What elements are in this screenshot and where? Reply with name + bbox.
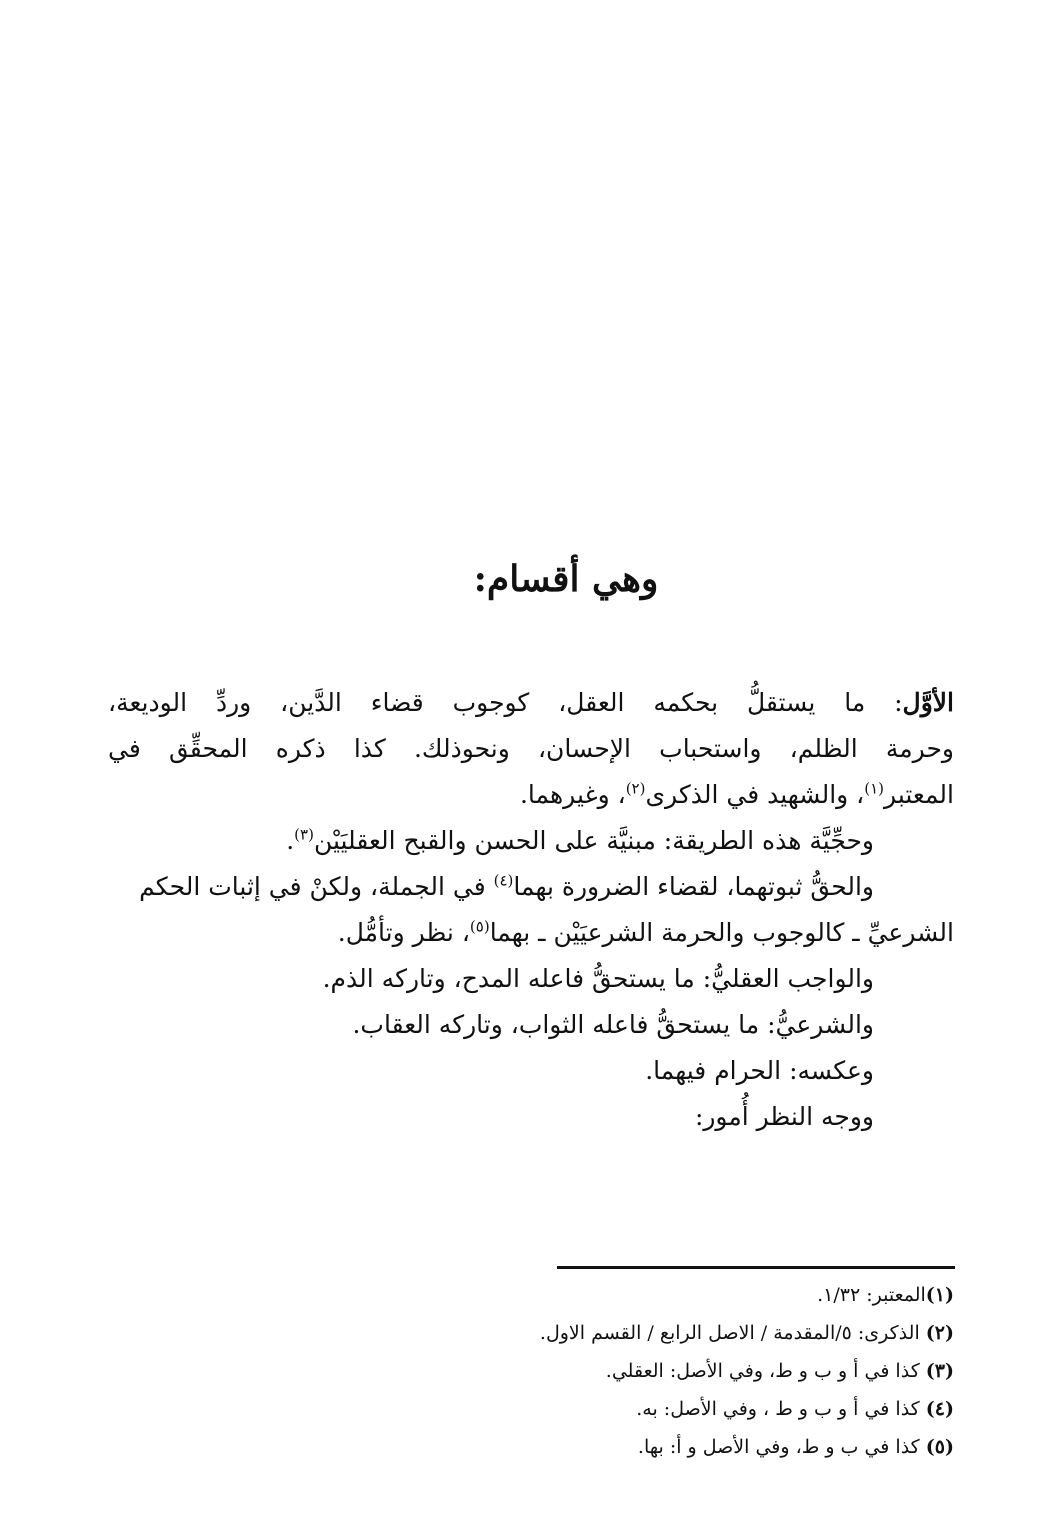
text-segment: ، نظر وتأمُّل. [337, 918, 470, 947]
footnote-text: كذا في أ و ب و ط ، وفي الأصل: به. [636, 1398, 920, 1420]
text-segment: المعتبر [884, 780, 954, 809]
paragraph-5: والشرعيُّ: ما يستحقُّ فاعله الثواب، وتاركه العقاب. [352, 1010, 874, 1039]
paragraph-6: وعكسه: الحرام فيهما. [645, 1056, 874, 1085]
paragraph-1-line-1-text: : ما يستقلُّ بحكمه العقل، كوجوب قضاء الدَّين، وردِّ الوديعة، [108, 688, 903, 717]
footnote-number: (٤) [925, 1398, 954, 1420]
lead-word: الأوَّل [902, 688, 954, 717]
footnote-ref-1: (١) [864, 779, 885, 798]
section-heading: وهي أقسام: [473, 558, 659, 600]
paragraph-1-line-2: وحرمة الظلم، واستحباب الإحسان، ونحوذلك. كذا ذكره المحقِّق في [108, 734, 954, 763]
paragraph-3-line-1 [108, 864, 954, 910]
footnote-text: المعتبر: ١/٣٢. [817, 1284, 926, 1306]
text-segment: ، والشهيد في الذكرى [645, 780, 865, 809]
footnote-text: كذا في ب و ط، وفي الأصل و أ: بها. [637, 1436, 920, 1458]
footnotes [108, 1276, 954, 1466]
paragraph-4: والواجب العقليُّ: ما يستحقُّ فاعله المدح، وتاركه الذم. [322, 964, 874, 993]
footnote-4 [108, 1390, 954, 1428]
footnote-ref-2: (٢) [625, 779, 646, 798]
main-text [108, 680, 954, 1140]
footnote-text: كذا في أ و ب و ط، وفي الأصل: العقلي. [605, 1360, 920, 1382]
footnote-number: (٥) [925, 1436, 954, 1458]
text-segment: وحجِّيَّة هذه الطريقة: مبنيَّة على الحسن والقبح العقليَيْن [313, 826, 874, 855]
footnote-ref-4: (٤) [493, 871, 514, 890]
footnote-divider [557, 1266, 955, 1269]
footnote-5 [108, 1428, 954, 1466]
paragraph-2 [108, 818, 954, 864]
text-segment: ، وغيرهما. [519, 780, 626, 809]
footnote-number: (٢) [925, 1322, 954, 1344]
paragraph-7: ووجه النظر أُمور: [694, 1102, 874, 1131]
text-segment: في الجملة، ولكنْ في إثبات الحكم [139, 872, 494, 901]
paragraph-3-line-2 [108, 910, 954, 956]
text-segment: . [286, 826, 295, 855]
footnote-text: الذكرى: ٥/المقدمة / الاصل الرابع / القسم الاول. [539, 1322, 920, 1344]
footnote-2 [108, 1314, 954, 1352]
text-segment: الشرعيِّ ـ كالوجوب والحرمة الشرعيَيْن ـ بهما [489, 918, 954, 947]
text-segment: والحقُّ ثبوتهما، لقضاء الضرورة بهما [513, 872, 874, 901]
footnote-ref-3: (٣) [294, 825, 314, 844]
footnote-number: (٣) [925, 1360, 954, 1382]
footnote-ref-5: (٥) [469, 917, 490, 936]
paragraph-1-line-1 [108, 680, 954, 726]
footnote-number: (١) [925, 1284, 954, 1306]
footnote-3 [108, 1352, 954, 1390]
footnote-1 [108, 1276, 954, 1314]
paragraph-1-line-3 [108, 772, 954, 818]
